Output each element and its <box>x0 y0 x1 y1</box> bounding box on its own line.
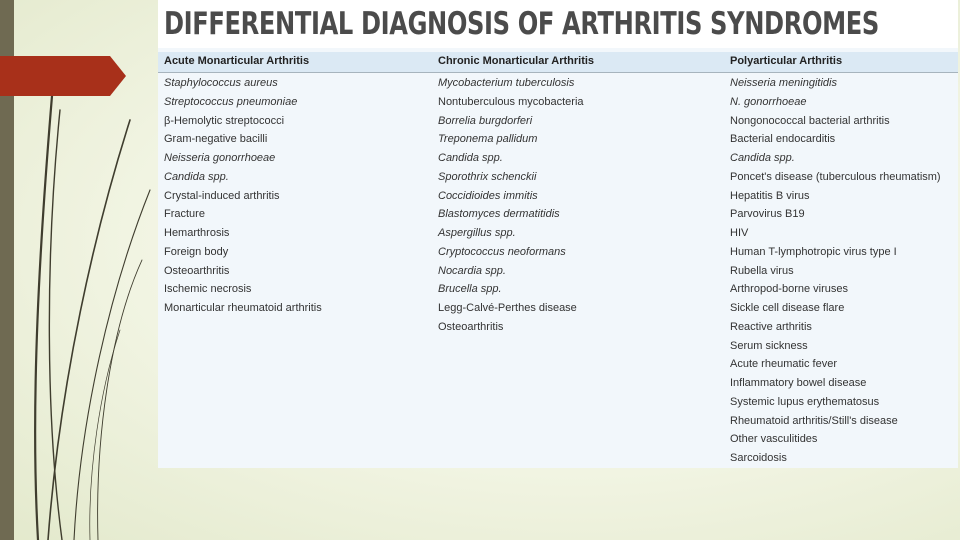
table-cell: Streptococcus pneumoniae <box>164 95 298 108</box>
table-cell: N. gonorrhoeae <box>730 95 807 108</box>
table-cell: Sickle cell disease flare <box>730 302 845 314</box>
table-cell: Foreign body <box>164 245 229 258</box>
table-cell: Hepatitis B virus <box>730 189 810 202</box>
table-cell: Coccidioides immitis <box>438 189 538 202</box>
table-cell: Borrelia burgdorferi <box>438 114 533 127</box>
table-cell: Treponema pallidum <box>438 133 538 146</box>
slide-title: DIFFERENTIAL DIAGNOSIS OF ARTHRITIS SYNDROMES <box>164 6 879 42</box>
table-cell: Hemarthrosis <box>164 227 230 239</box>
table-cell: Legg-Calvé-Perthes disease <box>438 302 577 314</box>
table-cell: Rubella virus <box>730 264 794 277</box>
table-cell: Monarticular rheumatoid arthritis <box>164 302 322 314</box>
column-header-acute: Acute Monarticular Arthritis <box>164 55 310 67</box>
table-header-row <box>158 52 958 73</box>
table-cell: Reactive arthritis <box>730 320 812 333</box>
column-polyarticular <box>730 74 941 468</box>
table-cell: Human T-lymphotropic virus type I <box>730 245 897 258</box>
table-cell: Ischemic necrosis <box>164 283 252 296</box>
table-cell: Arthropod-borne viruses <box>730 283 849 296</box>
table-cell: Aspergillus spp. <box>438 227 516 239</box>
table-cell: Nongonococcal bacterial arthritis <box>730 114 890 127</box>
table-cell: Gram-negative bacilli <box>164 133 268 146</box>
table-cell: Rheumatoid arthritis/Still's disease <box>730 414 898 427</box>
table-cell: Candida spp. <box>438 152 503 164</box>
column-header-chronic: Chronic Monarticular Arthritis <box>438 55 595 67</box>
column-header-polyarticular: Polyarticular Arthritis <box>730 55 843 67</box>
table-cell: Blastomyces dermatitidis <box>438 208 560 221</box>
table-cell: β-Hemolytic streptococci <box>164 114 285 127</box>
column-acute-monarticular <box>164 74 322 318</box>
table-cell: Sarcoidosis <box>730 452 787 464</box>
table-cell: Inflammatory bowel disease <box>730 377 867 389</box>
table-cell: Candida spp. <box>730 152 795 164</box>
table-cell: Candida spp. <box>164 170 229 183</box>
table-cell: Acute rheumatic fever <box>730 358 837 371</box>
table-cell: Osteoarthritis <box>164 264 230 277</box>
table-cell: Nocardia spp. <box>438 264 506 277</box>
table-cell: Serum sickness <box>730 339 808 352</box>
table-cell: HIV <box>730 227 749 239</box>
table-cell: Parvovirus B19 <box>730 208 805 221</box>
table-cell: Brucella spp. <box>438 283 502 296</box>
table-cell: Sporothrix schenckii <box>438 170 537 183</box>
table-cell: Osteoarthritis <box>438 320 504 333</box>
table-cell: Staphylococcus aureus <box>164 77 278 89</box>
table-cell: Fracture <box>164 208 205 221</box>
arrow-tab-decoration <box>0 56 126 96</box>
title-box <box>158 0 958 48</box>
table-panel <box>158 0 958 468</box>
table-cell: Poncet's disease (tuberculous rheumatism) <box>730 170 941 183</box>
table-cell: Neisseria gonorrhoeae <box>164 152 276 164</box>
table-cell: Neisseria meningitidis <box>730 77 837 89</box>
table-cell: Nontuberculous mycobacteria <box>438 95 584 108</box>
column-chronic-monarticular <box>438 74 584 337</box>
table-cell: Bacterial endocarditis <box>730 133 836 146</box>
table-cell: Mycobacterium tuberculosis <box>438 77 575 89</box>
table-cell: Cryptococcus neoformans <box>438 245 566 258</box>
table-cell: Crystal-induced arthritis <box>164 189 280 202</box>
table-cell: Systemic lupus erythematosus <box>730 395 880 408</box>
table-cell: Other vasculitides <box>730 433 818 446</box>
